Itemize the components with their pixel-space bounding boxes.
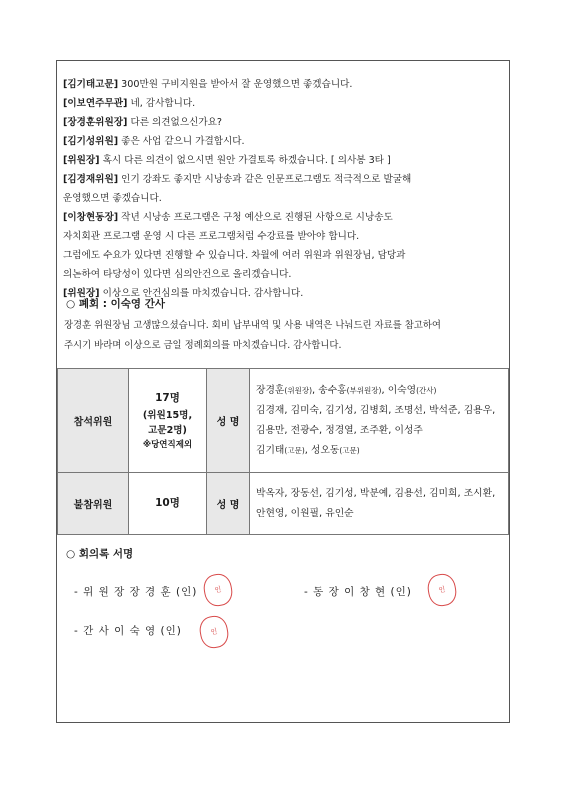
role-text: (부위원장) <box>346 385 382 395</box>
minutes-body <box>63 75 503 303</box>
present-names-line4 <box>256 441 502 461</box>
closing-heading: ○ 폐회 : 이숙영 간사 <box>66 298 165 310</box>
name-text: 김기태 <box>256 444 285 456</box>
speaker-label: [위원장] <box>63 155 100 166</box>
speaker-label: [이보연주무관] <box>63 98 128 109</box>
role-text: (간사) <box>416 385 437 395</box>
minutes-text: 작년 시낭송 프로그램은 구청 예산으로 진행된 사항으로 시낭송도 <box>121 212 393 223</box>
present-label: 참석위원 <box>58 369 129 473</box>
minutes-line <box>63 75 503 94</box>
present-count-detail: (위원15명, <box>142 410 193 421</box>
speaker-label: [김경재위원] <box>63 174 119 185</box>
closing-line: 주시기 바라며 이상으로 금일 정례회의를 마치겠습니다. 감사합니다. <box>64 340 342 351</box>
seal-chair: 인 <box>201 572 234 608</box>
signature-secretary: - 간 사 이 숙 영 (인) <box>74 625 182 637</box>
minutes-text: 이상으로 안건심의를 마치겠습니다. 감사합니다. <box>102 288 304 299</box>
signature-heading: ○ 회의록 서명 <box>66 548 134 560</box>
name-text: , 성오동 <box>304 444 340 456</box>
speaker-label: [김기태고문] <box>63 79 119 90</box>
absent-count: 10명 <box>129 473 207 535</box>
minutes-text: 300만원 구비지원을 받아서 잘 운영했으면 좋겠습니다. <box>121 79 353 90</box>
present-row <box>58 369 509 473</box>
absent-row <box>58 473 509 535</box>
absent-names-line1: 박옥자, 장동선, 김기성, 박분예, 김용선, 김미희, 조시환, <box>256 487 496 499</box>
speaker-label: [김기성위원] <box>63 136 119 147</box>
seal-dong: 인 <box>425 572 458 608</box>
present-names-line2: 김경재, 김미숙, 김기성, 김병회, 조명선, 박석준, 김용우, <box>256 404 496 416</box>
role-text: (위원장) <box>284 385 312 395</box>
name-text: , 송수홍 <box>312 384 347 396</box>
minutes-line <box>63 265 503 284</box>
minutes-line <box>63 208 503 227</box>
speaker-label: [장경훈위원장] <box>63 117 128 128</box>
minutes-text: 자치회관 프로그램 운영 시 다른 프로그램처럼 수강료를 받아야 합니다. <box>63 231 360 242</box>
absent-names <box>250 473 509 535</box>
name-text: 장경훈 <box>256 384 285 396</box>
minutes-line <box>63 94 503 113</box>
minutes-text: 좋은 사업 같으니 가결합시다. <box>121 136 245 147</box>
absent-label: 불참위원 <box>58 473 129 535</box>
present-count-value: 17명 <box>155 392 180 404</box>
role-text: (고문) <box>284 445 305 455</box>
name-text: , 이숙영 <box>381 384 417 396</box>
minutes-line <box>63 170 503 189</box>
minutes-text: 네, 감사합니다. <box>130 98 196 109</box>
minutes-line <box>63 189 503 208</box>
minutes-text: 의논하여 타당성이 있다면 심의안건으로 올리겠습니다. <box>63 269 292 280</box>
minutes-text: 다른 의견없으신가요? <box>130 117 222 128</box>
present-name-label: 성 명 <box>207 369 250 473</box>
minutes-line <box>63 227 503 246</box>
closing-text <box>64 316 504 356</box>
absent-name-label: 성 명 <box>207 473 250 535</box>
signature-chair: - 위 원 장 장 경 훈 (인) <box>74 586 198 598</box>
present-names-line1 <box>256 381 502 401</box>
seal-secretary: 인 <box>197 614 230 650</box>
present-count-detail2: 고문2명) <box>148 425 187 436</box>
minutes-text: 운영했으면 좋겠습니다. <box>63 193 162 204</box>
minutes-line <box>63 151 503 170</box>
minutes-text: 혹시 다른 의견이 없으시면 원안 가결토록 하겠습니다. [ 의사봉 3타 ] <box>102 155 391 166</box>
present-names-line3: 김용만, 전광수, 정경열, 조주환, 이성주 <box>256 424 423 436</box>
minutes-text: 인기 강좌도 좋지만 시낭송과 같은 인문프로그램도 적극적으로 발굴해 <box>121 174 412 185</box>
closing-line: 장경훈 위원장님 고생많으셨습니다. 회비 납부내역 및 사용 내역은 나눠드린 자료를 참고하여 <box>64 320 441 331</box>
minutes-line <box>63 113 503 132</box>
signature-dong: - 동 장 이 창 현 (인) <box>304 586 412 598</box>
absent-names-line2: 안현영, 이원필, 유인순 <box>256 507 354 519</box>
minutes-line <box>63 132 503 151</box>
attendance-table <box>57 368 509 535</box>
speaker-label: [위원장] <box>63 288 100 299</box>
minutes-text: 그럼에도 수요가 있다면 진행할 수 있습니다. 차월에 여러 위원과 위원장님, 담당과 <box>63 250 406 261</box>
present-count-note: ※당연직제외 <box>142 440 193 450</box>
speaker-label: [이창현동장] <box>63 212 119 223</box>
role-text: (고문) <box>339 445 360 455</box>
minutes-line <box>63 246 503 265</box>
present-names <box>250 369 509 473</box>
present-count <box>129 369 207 473</box>
